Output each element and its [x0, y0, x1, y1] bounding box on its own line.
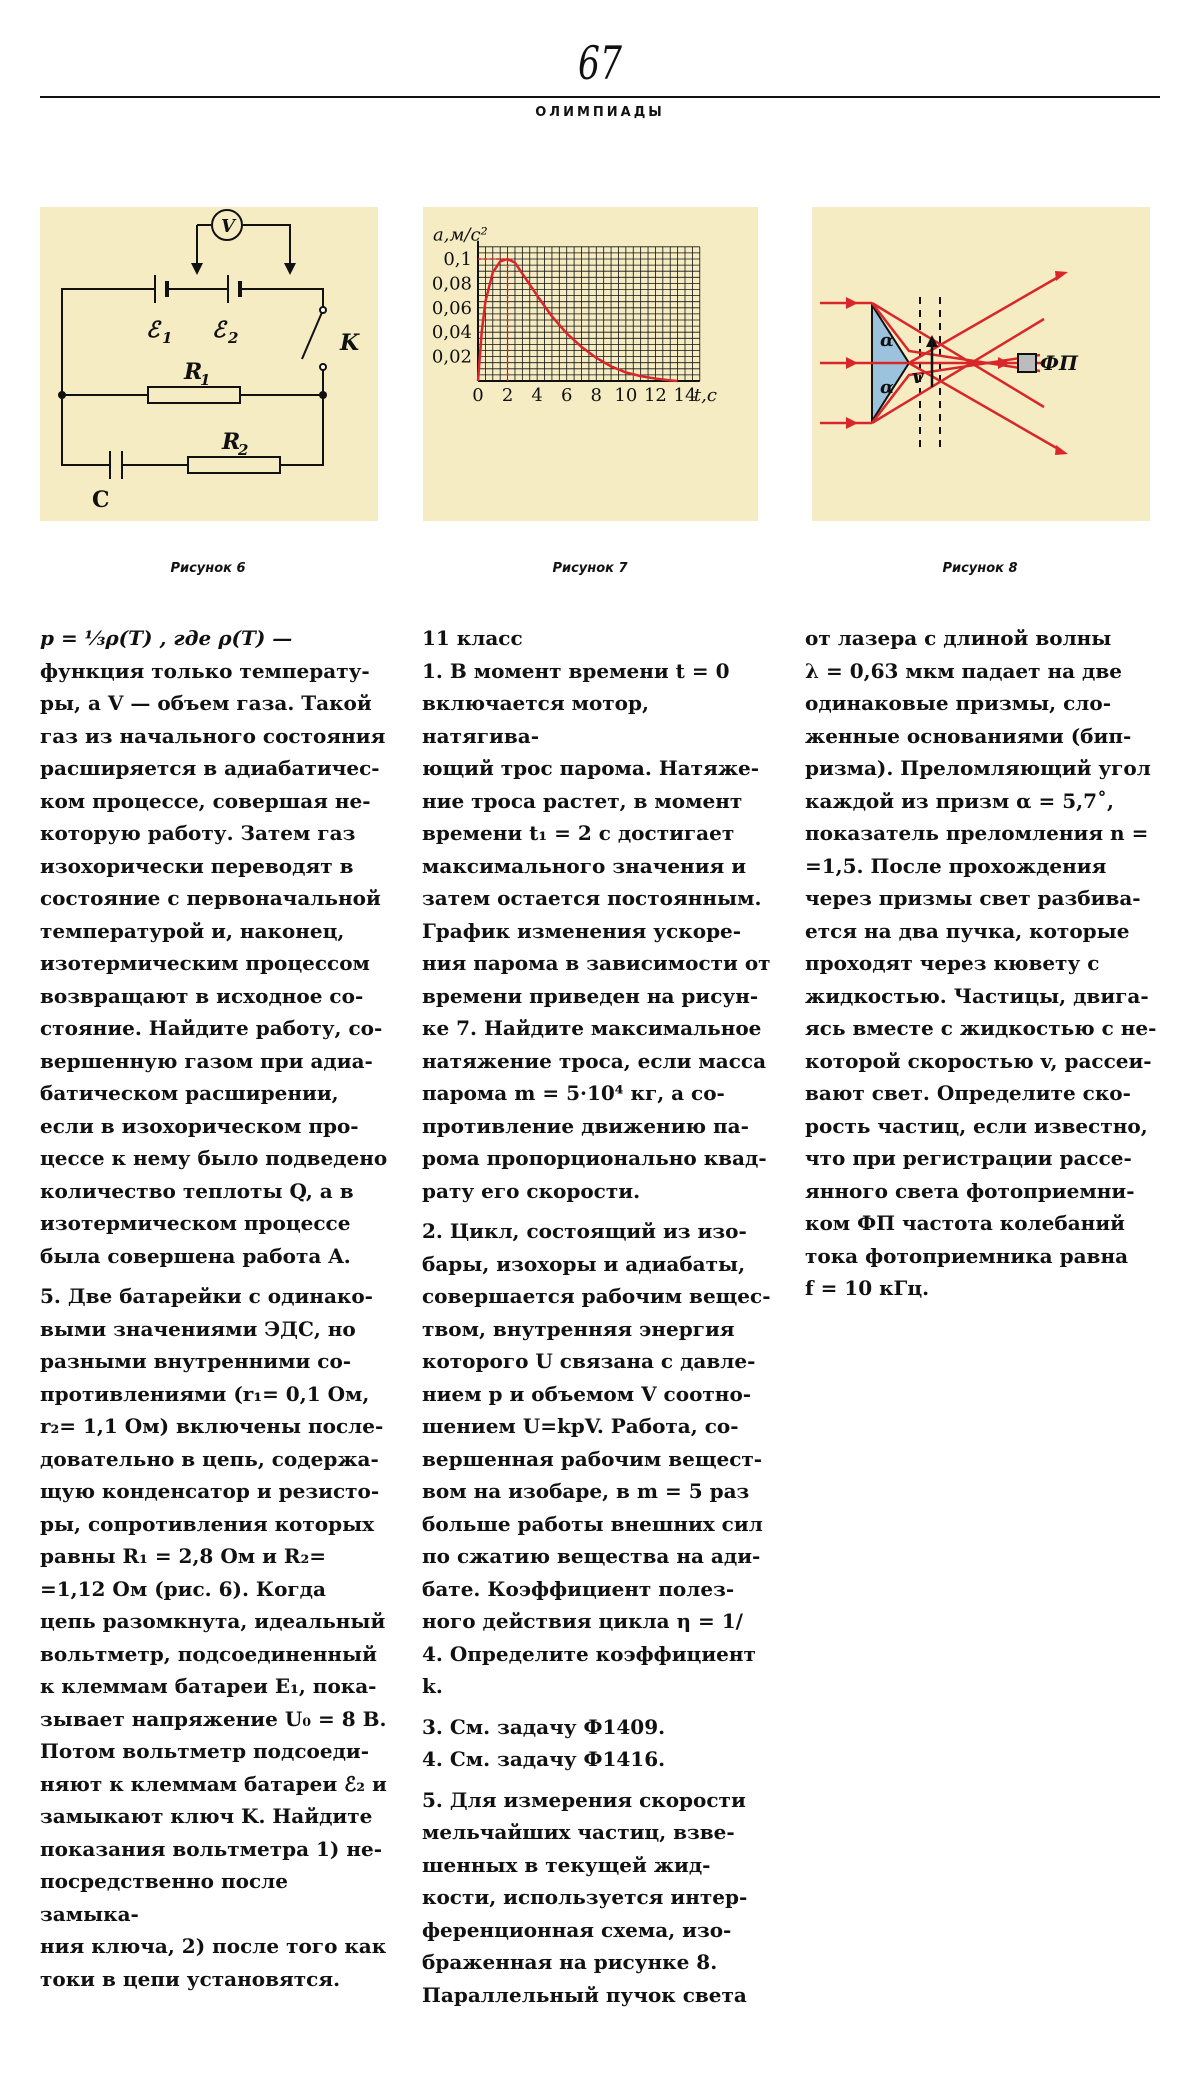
- text-line: рома пропорционально квад-: [422, 1146, 767, 1170]
- text-line: ющий трос парома. Натяже-: [422, 756, 760, 780]
- text-line: нием p и объемом V соотно-: [422, 1381, 752, 1406]
- problem-2-body: [422, 1248, 772, 1703]
- problem-3-reference: [422, 1711, 772, 1744]
- x-tick-label: 14: [673, 385, 697, 406]
- text-line: максимального значения и: [422, 853, 747, 878]
- text-line: k.: [422, 1674, 443, 1698]
- label-e1-sub: 1: [162, 329, 173, 347]
- text-line: мельчайших частиц, взве-: [422, 1820, 735, 1844]
- text-line: =1,12 Ом (рис. 6). Когда: [40, 1576, 326, 1601]
- text-line: включается мотор, натягива-: [422, 691, 649, 748]
- y-tick-label: 0,08: [431, 273, 472, 295]
- label-key: K: [340, 330, 360, 356]
- class-heading: 11 класс: [422, 626, 523, 650]
- text-line: расширяется в адиабатичес-: [40, 756, 380, 780]
- caption-figure-8: Рисунок 8: [942, 561, 1018, 576]
- caption-figure-6: Рисунок 6: [170, 561, 246, 576]
- text-line: показатель преломления n =: [805, 821, 1149, 845]
- header-rule: [40, 96, 1160, 98]
- text-column-1: [40, 622, 390, 1995]
- problem-1-body: [422, 687, 772, 1207]
- problem-5-body: [422, 1816, 772, 2011]
- text-line: вершенную газом при адиа-: [40, 1048, 373, 1073]
- text-line: янного света фотоприемни-: [805, 1178, 1135, 1203]
- text-line: времени приведен на рисун-: [422, 983, 759, 1008]
- text-line: что при регистрации рассе-: [805, 1146, 1132, 1170]
- figure-7-chart: [423, 207, 758, 521]
- beam-arrow-icon: [1055, 445, 1068, 455]
- chart-grid: [478, 247, 700, 381]
- text-line: ризма). Преломляющий угол: [805, 756, 1151, 780]
- label-capacitor: C: [92, 487, 110, 513]
- text-line: изотермическом процессе: [40, 1211, 351, 1235]
- text-line: бате. Коэффициент полез-: [422, 1576, 735, 1601]
- text-column-3: [805, 622, 1160, 1305]
- y-axis-label: a,м/c²: [433, 224, 488, 246]
- text-column-2: [422, 622, 772, 2011]
- text-line: была совершена работа A.: [40, 1243, 351, 1268]
- text-line: функция только температу-: [40, 658, 370, 683]
- text-line: зывает напряжение U₀ = 8 В.: [40, 1706, 387, 1731]
- text-line: Две батарейки с одинако-: [60, 1284, 373, 1308]
- text-line: газ из начального состояния: [40, 723, 386, 748]
- text-line: стояние. Найдите работу, со-: [40, 1016, 383, 1040]
- text-line: показания вольтметра 1) не-: [40, 1836, 383, 1861]
- voltmeter-label: V: [221, 216, 235, 237]
- text-line: бары, изохоры и адиабаты,: [422, 1251, 746, 1276]
- y-tick-label: 0,06: [431, 297, 472, 319]
- text-line: замыкают ключ K. Найдите: [40, 1804, 373, 1828]
- text-line: посредственно после замыка-: [40, 1869, 288, 1926]
- problem-number: 5.: [422, 1787, 443, 1812]
- text-line: которой скоростью v, рассеи-: [805, 1048, 1152, 1073]
- text-line: от лазера с длиной волны: [805, 626, 1112, 650]
- text-line: цепь разомкнута, идеальный: [40, 1609, 386, 1633]
- text-line: Цикл, состоящий из изо-: [442, 1219, 747, 1243]
- problem-number: 4.: [422, 1747, 443, 1771]
- text-line: браженная на рисунке 8.: [422, 1950, 718, 1974]
- text-line: 4. Определите коэффициент: [422, 1641, 756, 1666]
- label-r1: R: [184, 359, 203, 385]
- text-line: ния ключа, 2) после того как: [40, 1934, 387, 1958]
- text-line: изохорически переводят в: [40, 853, 354, 878]
- label-e2-sub: 2: [228, 329, 239, 347]
- text-line: температурой и, наконец,: [40, 918, 345, 943]
- text-line: f = 10 кГц.: [805, 1276, 930, 1300]
- problem-3-text: См. задачу Ф1409.: [442, 1714, 666, 1739]
- beam-arrow-icon: [846, 417, 858, 429]
- text-line: няют к клеммам батареи ℰ₂ и: [40, 1771, 387, 1796]
- text-line: которую работу. Затем газ: [40, 821, 356, 845]
- junction-dot-icon: [319, 391, 327, 399]
- text-line: щую конденсатор и резисто-: [40, 1479, 380, 1503]
- problem-number: 3.: [422, 1714, 443, 1739]
- text-line: График изменения ускоре-: [422, 918, 742, 943]
- probe-arrow-icon: [284, 263, 296, 275]
- text-line: ния парома в зависимости от: [422, 951, 771, 975]
- problem-5-body: [40, 1313, 390, 1996]
- text-line: возвращают в исходное со-: [40, 983, 364, 1008]
- text-line: r₂= 1,1 Ом) включены после-: [40, 1414, 384, 1438]
- text-line: твом, внутренняя энергия: [422, 1316, 735, 1341]
- text-line: каждой из призм α = 5,7˚,: [805, 788, 1115, 813]
- text-line: λ = 0,63 мкм падает на две: [805, 658, 1123, 683]
- text-line: ние троса растет, в момент: [422, 788, 743, 813]
- figure-8-optics: [812, 207, 1150, 521]
- text-line: времени t₁ = 2 с достигает: [422, 821, 735, 845]
- text-line: Для измерения скорости: [442, 1787, 746, 1812]
- text-line: натяжение троса, если масса: [422, 1048, 767, 1073]
- text-line: которого U связана с давле-: [422, 1349, 756, 1373]
- text-line: вают свет. Определите ско-: [805, 1081, 1131, 1105]
- text-line: к клеммам батареи E₁, пока-: [40, 1674, 377, 1698]
- text-line: ференционная схема, изо-: [422, 1917, 732, 1942]
- text-line: женные основаниями (бип-: [805, 723, 1132, 748]
- text-line: =1,5. После прохождения: [805, 853, 1107, 878]
- text-line: затем остается постоянным.: [422, 886, 762, 910]
- text-line: рость частиц, если известно,: [805, 1113, 1148, 1138]
- text-line: Потом вольтметр подсоеди-: [40, 1739, 370, 1763]
- x-tick-label: 0: [472, 385, 484, 406]
- text-line: парома m = 5·10⁴ кг, а со-: [422, 1081, 725, 1105]
- text-line: количество теплоты Q, а в: [40, 1178, 354, 1203]
- caption-figure-7: Рисунок 7: [552, 561, 628, 576]
- problem-1-ferry: [422, 655, 772, 688]
- x-tick-label: 12: [643, 385, 667, 406]
- text-line: ры, сопротивления которых: [40, 1511, 375, 1536]
- text-line: ке 7. Найдите максимальное: [422, 1016, 762, 1040]
- key-contact-icon: [320, 307, 326, 313]
- label-r1-sub: 1: [200, 371, 211, 389]
- label-detector: ФП: [1040, 351, 1078, 375]
- text-line: ры, а V — объем газа. Такой: [40, 691, 372, 715]
- problem-number: 5.: [40, 1284, 61, 1308]
- paragraph-gas: [40, 655, 390, 1273]
- text-line: цессе к нему было подведено: [40, 1146, 388, 1170]
- problem-5-batteries: [40, 1280, 390, 1313]
- problem-number: 1.: [422, 658, 443, 683]
- x-tick-label: 8: [590, 385, 603, 406]
- y-tick-label: 0,02: [431, 346, 472, 368]
- text-line: вершенная рабочим вещест-: [422, 1446, 763, 1471]
- text-line: проходят через кювету с: [805, 951, 1100, 975]
- text-line: шенных в текущей жид-: [422, 1852, 711, 1877]
- text-line: состояние с первоначальной: [40, 886, 381, 910]
- text-line: ком процессе, совершая не-: [40, 788, 371, 813]
- problem-5-continuation: [805, 622, 1160, 1305]
- text-line: довательно в цепь, содержа-: [40, 1446, 379, 1471]
- text-line: изотермическим процессом: [40, 951, 370, 975]
- page-number: 67: [578, 36, 622, 90]
- label-r2: R: [222, 429, 241, 455]
- text-line: ясь вместе с жидкостью с не-: [805, 1016, 1157, 1040]
- text-line: вом на изобаре, в m = 5 раз: [422, 1479, 750, 1503]
- problem-number: 2.: [422, 1219, 443, 1243]
- problem-4-text: См. задачу Ф1416.: [442, 1747, 666, 1771]
- x-tick-label: 4: [531, 385, 543, 406]
- text-line: батическом расширении,: [40, 1081, 339, 1105]
- text-line: если в изохорическом про-: [40, 1113, 359, 1138]
- key-contact-icon: [320, 364, 326, 370]
- text-line: совершается рабочим вещес-: [422, 1284, 771, 1308]
- text-line: В момент времени t = 0: [442, 658, 730, 683]
- text-line: ется на два пучка, которые: [805, 918, 1130, 943]
- text-line: жидкостью. Частицы, двига-: [805, 983, 1149, 1008]
- text-line: через призмы свет разбива-: [805, 886, 1141, 910]
- text-line: больше работы внешних сил: [422, 1511, 763, 1536]
- x-tick-label: 2: [501, 385, 514, 406]
- label-e1: ℰ: [146, 317, 160, 343]
- detector-icon: [1018, 354, 1036, 372]
- probe-arrow-icon: [191, 263, 203, 275]
- text-line: одинаковые призмы, сло-: [805, 691, 1112, 715]
- text-line: рату его скорости.: [422, 1178, 641, 1203]
- label-velocity: v: [912, 364, 924, 388]
- text-line: ком ФП частота колебаний: [805, 1211, 1125, 1235]
- problem-2-cycle: [422, 1215, 772, 1248]
- text-line: по сжатию вещества на ади-: [422, 1544, 761, 1568]
- text-line: противлениями (r₁= 0,1 Ом,: [40, 1381, 370, 1406]
- label-r2-sub: 2: [238, 441, 249, 459]
- text-line: вольтметр, подсоединенный: [40, 1641, 377, 1666]
- section-title: ОЛИМПИАДЫ: [535, 105, 665, 120]
- x-tick-label: 10: [614, 385, 638, 406]
- label-e2: ℰ: [212, 317, 226, 343]
- text-line: шением U=kpV. Работа, со-: [422, 1414, 739, 1438]
- text-line: Параллельный пучок света: [422, 1982, 747, 2007]
- label-alpha-bottom: α: [880, 377, 894, 398]
- beam-arrow-icon: [846, 297, 858, 309]
- label-alpha-top: α: [880, 330, 894, 351]
- problem-5-particles: [422, 1784, 772, 1817]
- y-tick-label: 0,04: [431, 322, 472, 344]
- text-line: токи в цепи установятся.: [40, 1966, 341, 1991]
- text-line: кости, используется интер-: [422, 1885, 748, 1909]
- beam-arrow-icon: [1055, 271, 1068, 281]
- beam-arrow-icon: [846, 357, 858, 369]
- text-line: тока фотоприемника равна: [805, 1243, 1129, 1268]
- formula-line: p = ⅓ρ(T) , где ρ(T) —: [40, 626, 293, 650]
- text-line: противление движению па-: [422, 1113, 749, 1138]
- text-line: равны R₁ = 2,8 Ом и R₂=: [40, 1544, 327, 1568]
- y-tick-label: 0,1: [443, 249, 472, 270]
- junction-dot-icon: [58, 391, 66, 399]
- figure-6-circuit: [40, 207, 378, 521]
- text-line: разными внутренними со-: [40, 1349, 352, 1373]
- x-tick-label: 6: [560, 385, 573, 406]
- text-line: выми значениями ЭДС, но: [40, 1316, 356, 1341]
- text-line: ного действия цикла η = 1/: [422, 1609, 743, 1633]
- x-axis-label: t,c: [693, 385, 717, 406]
- problem-4-reference: [422, 1743, 772, 1776]
